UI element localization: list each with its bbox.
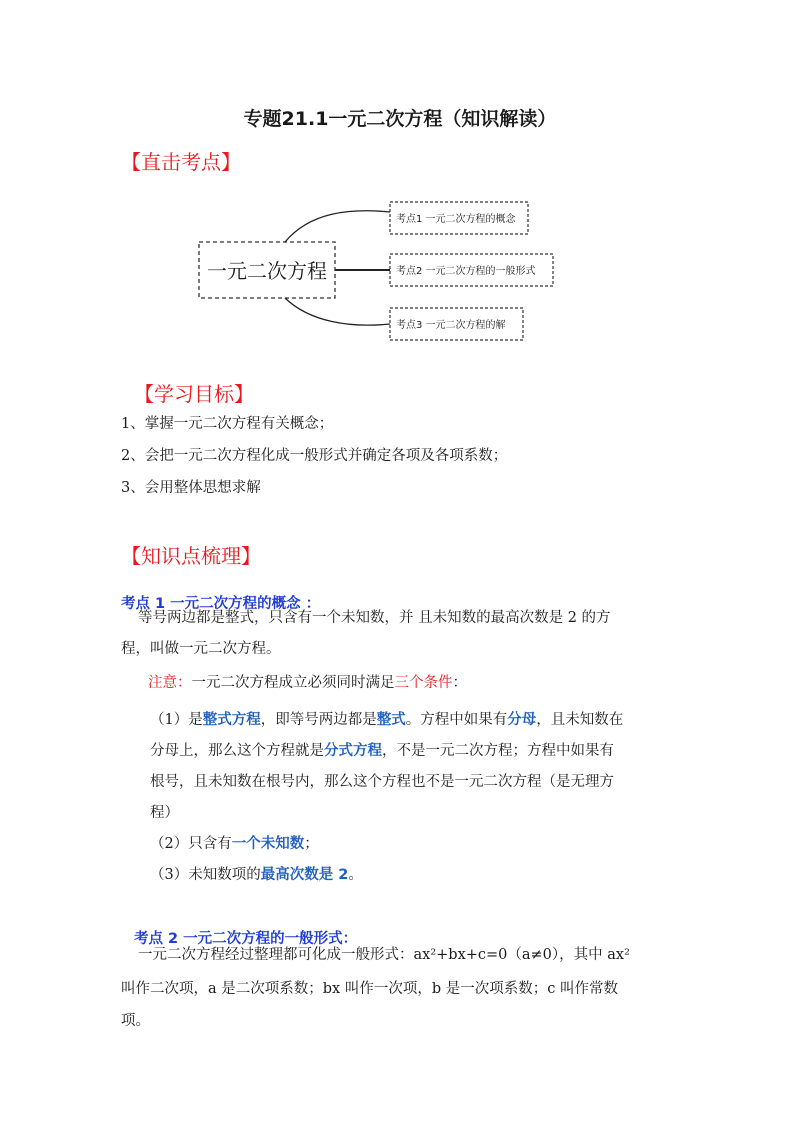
note-label: 注意： — [148, 675, 192, 691]
kp1-heading: 考点 1 一元二次方程的概念 ： — [121, 596, 321, 612]
kp1-definition-line-1: 等号两边都是整式，只含有一个未知数，并 且未知数的最高次数是 2 的方 — [138, 610, 611, 626]
goal-item-2: 2、会把一元二次方程化成一般形式并确定各项及各项系数； — [121, 448, 508, 464]
note-highlight: 三个条件 — [394, 675, 453, 691]
mindmap-connector-3 — [285, 298, 390, 325]
c1-line2-c: ，不是一元二次方程；方程中如果有 — [382, 743, 614, 759]
goal-item-1: 1、掌握一元二次方程有关概念； — [121, 416, 334, 432]
c1-highlight-fraction-equation: 分式方程 — [324, 743, 382, 759]
condition-1-line-1 — [150, 705, 623, 736]
section-heading-direct: 【直击考点】 — [121, 150, 241, 174]
c2-text-a: （2）只含有 — [150, 836, 232, 852]
c3-highlight: 最高次数是 2 — [260, 867, 349, 883]
section-heading-goals: 【学习目标】 — [134, 382, 254, 406]
c2-highlight: 一个未知数 — [231, 836, 305, 852]
kp2-line-2: 叫作二次项，a 是二次项系数；bx 叫作一次项，b 是一次项系数；c 叫作常数 — [121, 981, 618, 997]
c1-text-a: （1）是 — [150, 712, 203, 728]
condition-3 — [150, 860, 363, 891]
kp1-definition-line-2: 程，叫做一元二次方程。 — [121, 641, 281, 657]
c2-text-c: ； — [304, 836, 319, 852]
c1-highlight-denominator: 分母 — [507, 712, 537, 728]
kp2-line-3: 项。 — [121, 1013, 150, 1029]
c1-highlight-integral-equation: 整式方程 — [202, 712, 261, 728]
section-heading-knowledge: 【知识点梳理】 — [121, 544, 261, 568]
c1-highlight-integral: 整式 — [376, 712, 406, 728]
mindmap-branch-label-1: 考点1 一元二次方程的概念 — [396, 214, 516, 225]
goal-item-3: 3、会用整体思想求解 — [121, 480, 261, 496]
kp1-note — [148, 668, 467, 699]
c3-text-c: 。 — [348, 867, 363, 883]
condition-1-line-3: 根号，且未知数在根号内，那么这个方程也不是一元二次方程（是无理方 — [150, 774, 614, 790]
mind-map-diagram — [190, 190, 570, 350]
condition-1-line-2 — [150, 736, 614, 767]
mindmap-center-label: 一元二次方程 — [207, 259, 327, 283]
kp2-line-1: 一元二次方程经过整理都可化成一般形式：ax²+bx+c=0（a≠0），其中 ax² — [138, 947, 630, 963]
condition-2 — [150, 829, 319, 860]
c1-text-g: ，且未知数在 — [536, 712, 624, 728]
mindmap-branch-label-2: 考点2 一元二次方程的一般形式 — [396, 266, 536, 277]
c1-text-c: ，即等号两边都是 — [260, 712, 377, 728]
kp2-heading: 考点 2 一元二次方程的一般形式： — [134, 931, 358, 947]
mindmap-connector-1 — [285, 211, 390, 242]
page-title: 专题21.1一元二次方程（知识解读） — [243, 108, 557, 130]
c1-line2-a: 分母上，那么这个方程就是 — [150, 743, 324, 759]
condition-1-line-4: 程） — [150, 805, 179, 821]
c1-text-e: 。方程中如果有 — [405, 712, 508, 728]
mindmap-branch-label-3: 考点3 一元二次方程的解 — [396, 320, 506, 331]
note-text: 一元二次方程成立必须同时满足 — [191, 675, 395, 691]
note-end: ： — [452, 675, 467, 691]
c3-text-a: （3）未知数项的 — [150, 867, 261, 883]
